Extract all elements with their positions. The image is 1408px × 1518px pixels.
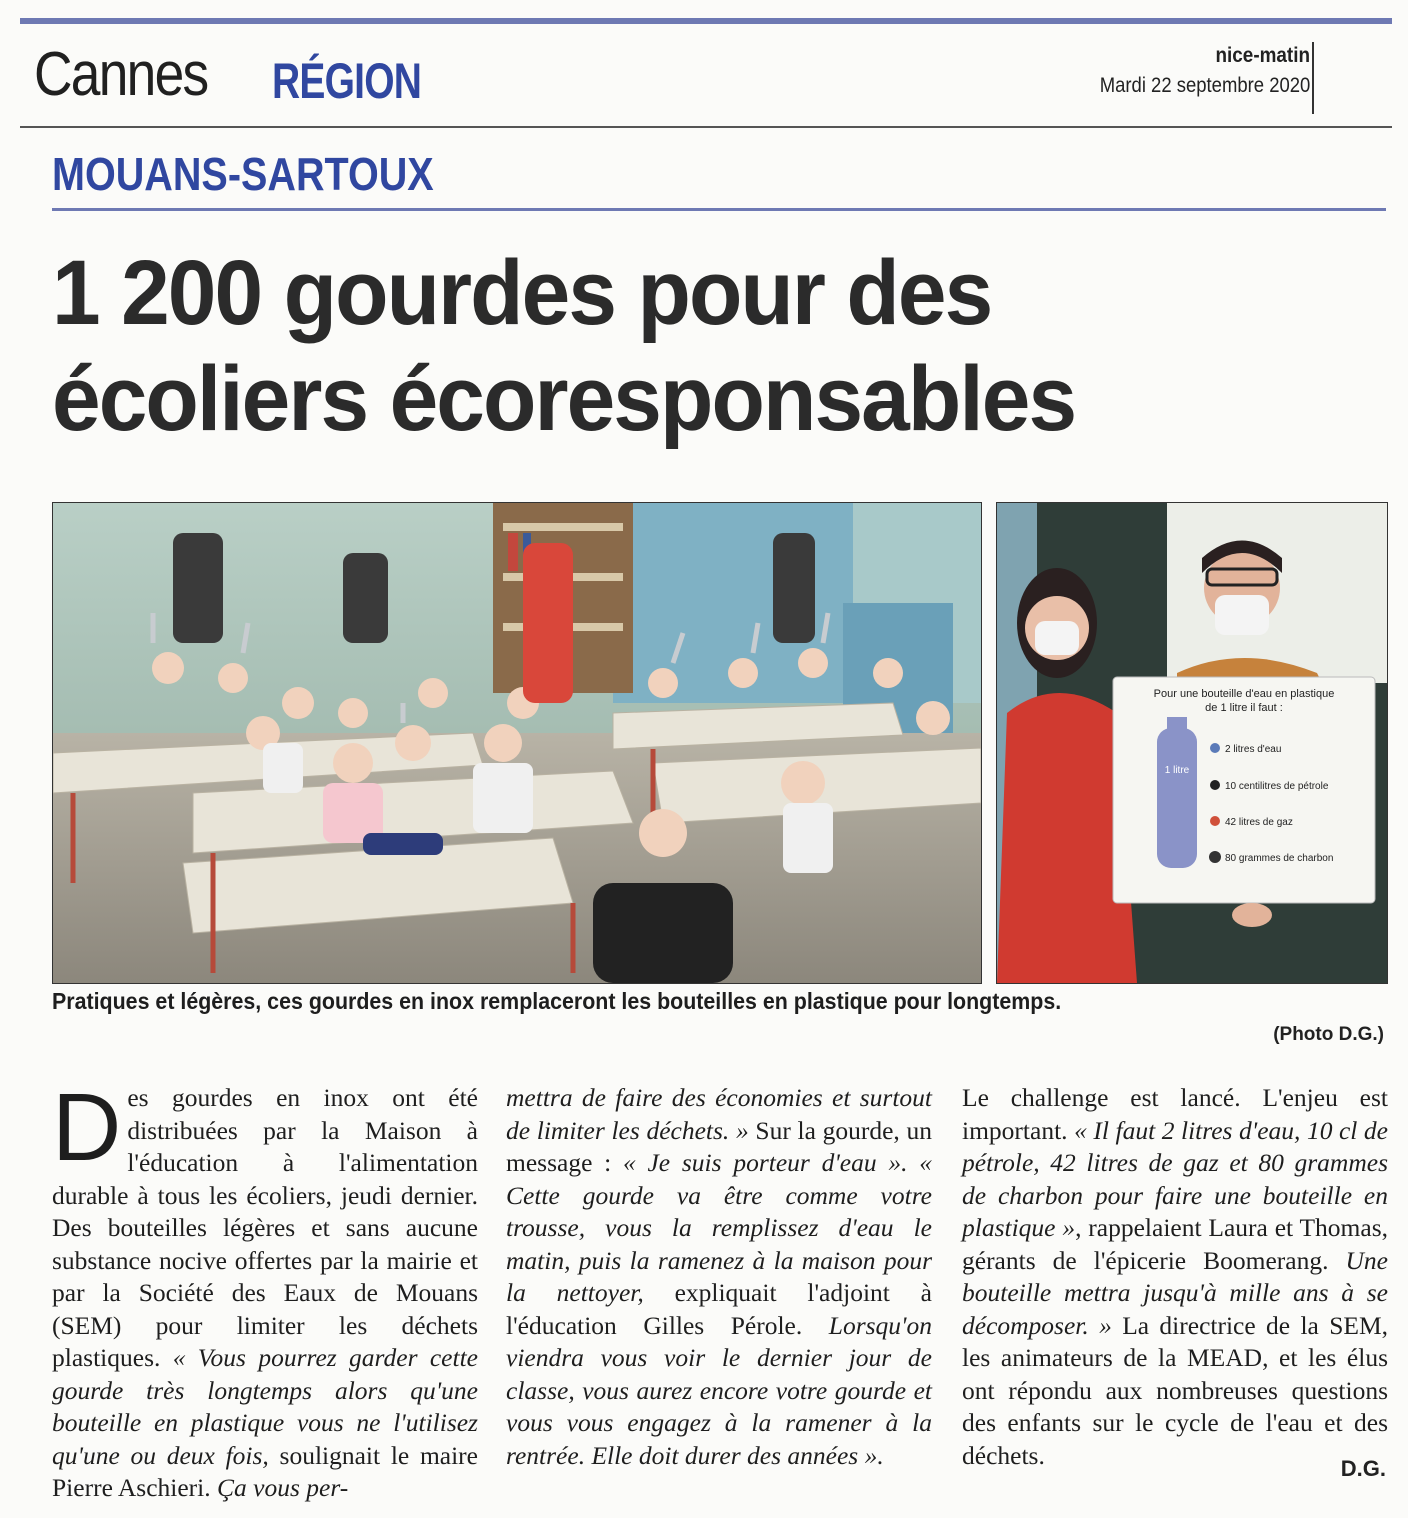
- photo-credit: (Photo D.G.): [1273, 1024, 1384, 1045]
- section-city: Cannes: [34, 40, 208, 109]
- article-headline: [52, 240, 1316, 452]
- col1-paragraph: es gourdes en inox ont été distribuées par la Maison à l'éducation à l'alimentation durable à tous les écoliers, jeudi dernier. Des bouteilles légères et sans aucune substance nocive offertes par la mairie et par la Société des Eaux de Mouans (SEM) pour limiter les déchets plastiques.: [52, 1083, 478, 1372]
- poster-item-coal: 80 grammes de charbon: [1225, 853, 1334, 864]
- col2-quote-2: « Je suis porteur d'eau ». « Cette gourde va être comme votre trousse, vous la remplissez d'eau le matin, puis la ramenez à la maison pour la nettoyer,: [506, 1148, 932, 1307]
- drop-cap: D: [52, 1074, 122, 1181]
- poster-title-line-1: Pour une bouteille d'eau en plastique: [1153, 688, 1335, 700]
- photo-caption: Pratiques et légères, ces gourdes en inox remplaceront les bouteilles en plastique pour longtemps.: [52, 988, 1062, 1014]
- poster-scene-illustration: [997, 503, 1387, 983]
- masthead-rule: [20, 126, 1392, 128]
- poster-bottle-label: 1 litre: [1164, 765, 1190, 776]
- headline-line-1: 1 200 gourdes pour des: [52, 242, 992, 344]
- col2-quote-3: Lorsqu'on viendra vous voir le dernier jour de classe, vous aurez encore votre gourde et vous vous engagez à la ramener à la rentrée. Elle doit durer des années ».: [506, 1310, 932, 1470]
- section-region: RÉGION: [272, 53, 422, 109]
- masthead: [34, 40, 1334, 120]
- publication-date: Mardi 22 septembre 2020: [1099, 74, 1310, 97]
- kicker-rule: [52, 208, 1386, 211]
- classroom-illustration: [53, 503, 981, 983]
- poster-title-line-2: de 1 litre il faut :: [1205, 702, 1283, 714]
- masthead-divider: [1312, 42, 1314, 114]
- headline-line-2: écoliers écoresponsables: [52, 348, 1076, 450]
- col2-text-1: Sur la gourde, un message :: [506, 1115, 932, 1177]
- col3-quote-2: Une bouteille mettra jusqu'à mille ans à se décomposer. »: [962, 1245, 1388, 1340]
- poster-photo: [996, 502, 1388, 984]
- poster-item-water: 2 litres d'eau: [1225, 744, 1282, 755]
- article-column-3: [962, 1082, 1388, 1472]
- col3-quote-1: « Il faut 2 litres d'eau, 10 cl de pétrole, 42 litres de gaz et 80 grammes de charbon pour faire une bouteille en plastique »: [962, 1115, 1388, 1242]
- col3-text-2: , rappelaient Laura et Thomas, gérants de l'épicerie Boomerang.: [962, 1213, 1388, 1275]
- article-column-2: [506, 1082, 932, 1472]
- col3-text-1: Le challenge est lancé. L'enjeu est important.: [962, 1083, 1388, 1145]
- article-column-1: [52, 1074, 478, 1505]
- author-signature: D.G.: [1340, 1456, 1386, 1481]
- col3-text-3: La directrice de la SEM, les animateurs de la MEAD, et les élus ont répondu aux nombreuses questions des enfants sur le cycle de l'eau et des déchets.: [962, 1310, 1388, 1470]
- article-kicker: MOUANS-SARTOUX: [52, 148, 434, 200]
- newspaper-name: nice-matin: [1215, 44, 1310, 67]
- poster-item-gas: 42 litres de gaz: [1225, 817, 1293, 828]
- col1-quote-2: Ça vous per-: [217, 1473, 349, 1502]
- poster-item-oil: 10 centilitres de pétrole: [1225, 781, 1329, 792]
- col2-text-2: expliquait l'adjoint à l'éducation Gilles Pérole.: [506, 1278, 932, 1340]
- classroom-photo: [52, 502, 982, 984]
- top-color-rule: [20, 18, 1392, 24]
- col1-quote-1: « Vous pourrez garder cette gourde très longtemps alors qu'une bouteille en plastique vous ne l'utilisez qu'une ou deux fois,: [52, 1343, 478, 1470]
- col1-text-1: soulignait le maire Pierre Aschieri.: [52, 1440, 478, 1502]
- col2-quote-1: mettra de faire des économies et surtout de limiter les déchets. »: [506, 1083, 932, 1145]
